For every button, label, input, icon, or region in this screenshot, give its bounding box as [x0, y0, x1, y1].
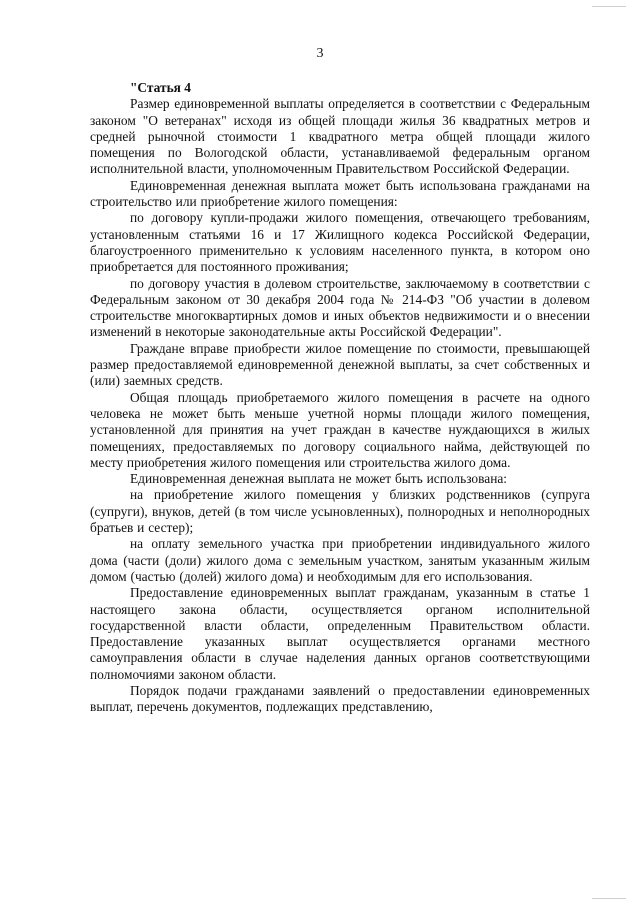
article-title: "Статья 4	[130, 80, 191, 95]
page-number: 3	[316, 46, 324, 61]
paragraph: Порядок подачи гражданами заявлений о предоставлении единовременных выплат, перечень документов, подлежащих представлению,	[90, 682, 590, 715]
paragraph: Единовременная денежная выплата может быть использована гражданами на строительство или приобретение жилого помещения:	[90, 177, 590, 210]
paragraph: Предоставление единовременных выплат гражданам, указанным в статье 1 настоящего закона области, осуществляется органом исполнительной государственной власти области, определенным Правительством области. Предоставление указанных выплат осуществляется органами местного самоуправления области в случае наделения данных органов соответствующими полномочиями законом области.	[90, 585, 590, 682]
paragraph: по договору участия в долевом строительстве, заключаемому в соответствии с Федеральным законом от 30 декабря 2004 года № 214-ФЗ "Об участии в долевом строительстве многоквартирных домов и иных объектов недвижимости и о внесении изменений в некоторые законодательные акты Российской Федерации".	[90, 275, 590, 340]
paragraph: на приобретение жилого помещения у близких родственников (супруга (супруги), внуков, детей (в том числе усыновленных), полнородных и неполнородных братьев и сестер);	[90, 487, 590, 536]
paragraph: Общая площадь приобретаемого жилого помещения в расчете на одного человека не может быть меньше учетной нормы площади жилого помещения, установленной для принятия на учет граждан в качестве нуждающихся в жилых помещениях, предоставляемых по договору социального найма, действующей по месту приобретения жилого помещения или строительства жилого дома.	[90, 389, 590, 470]
paragraph: Размер единовременной выплаты определяется в соответствии с Федеральным законом "О ветеранах" исходя из общей площади жилья 36 квадратных метров и средней рыночной стоимости 1 квадратного метра общей площади жилого помещения по Вологодской области, устанавливаемой федеральным органом исполнительной власти, уполномоченным Правительством Российской Федерации.	[90, 96, 590, 177]
scan-artifact-top	[592, 6, 626, 7]
scan-artifact-bottom	[592, 898, 626, 899]
document-body	[90, 80, 590, 716]
paragraph: на оплату земельного участка при приобретении индивидуального жилого дома (части (доли) жилого дома с земельным участком, занятым указанным жилым домом (частью (долей) жилого дома) и необходимым для его использования.	[90, 536, 590, 584]
paragraph: Единовременная денежная выплата не может быть использована:	[130, 471, 508, 487]
paragraph: по договору купли-продажи жилого помещения, отвечающего требованиям, установленным статьями 16 и 17 Жилищного кодекса Российской Федерации, благоустроенного применительно к условиям населенного пункта, в котором оно приобретается для постоянного проживания;	[90, 210, 590, 275]
paragraph: Граждане вправе приобрести жилое помещение по стоимости, превышающей размер предоставляемой единовременной денежной выплаты, за счет собственных и (или) заемных средств.	[90, 340, 590, 389]
